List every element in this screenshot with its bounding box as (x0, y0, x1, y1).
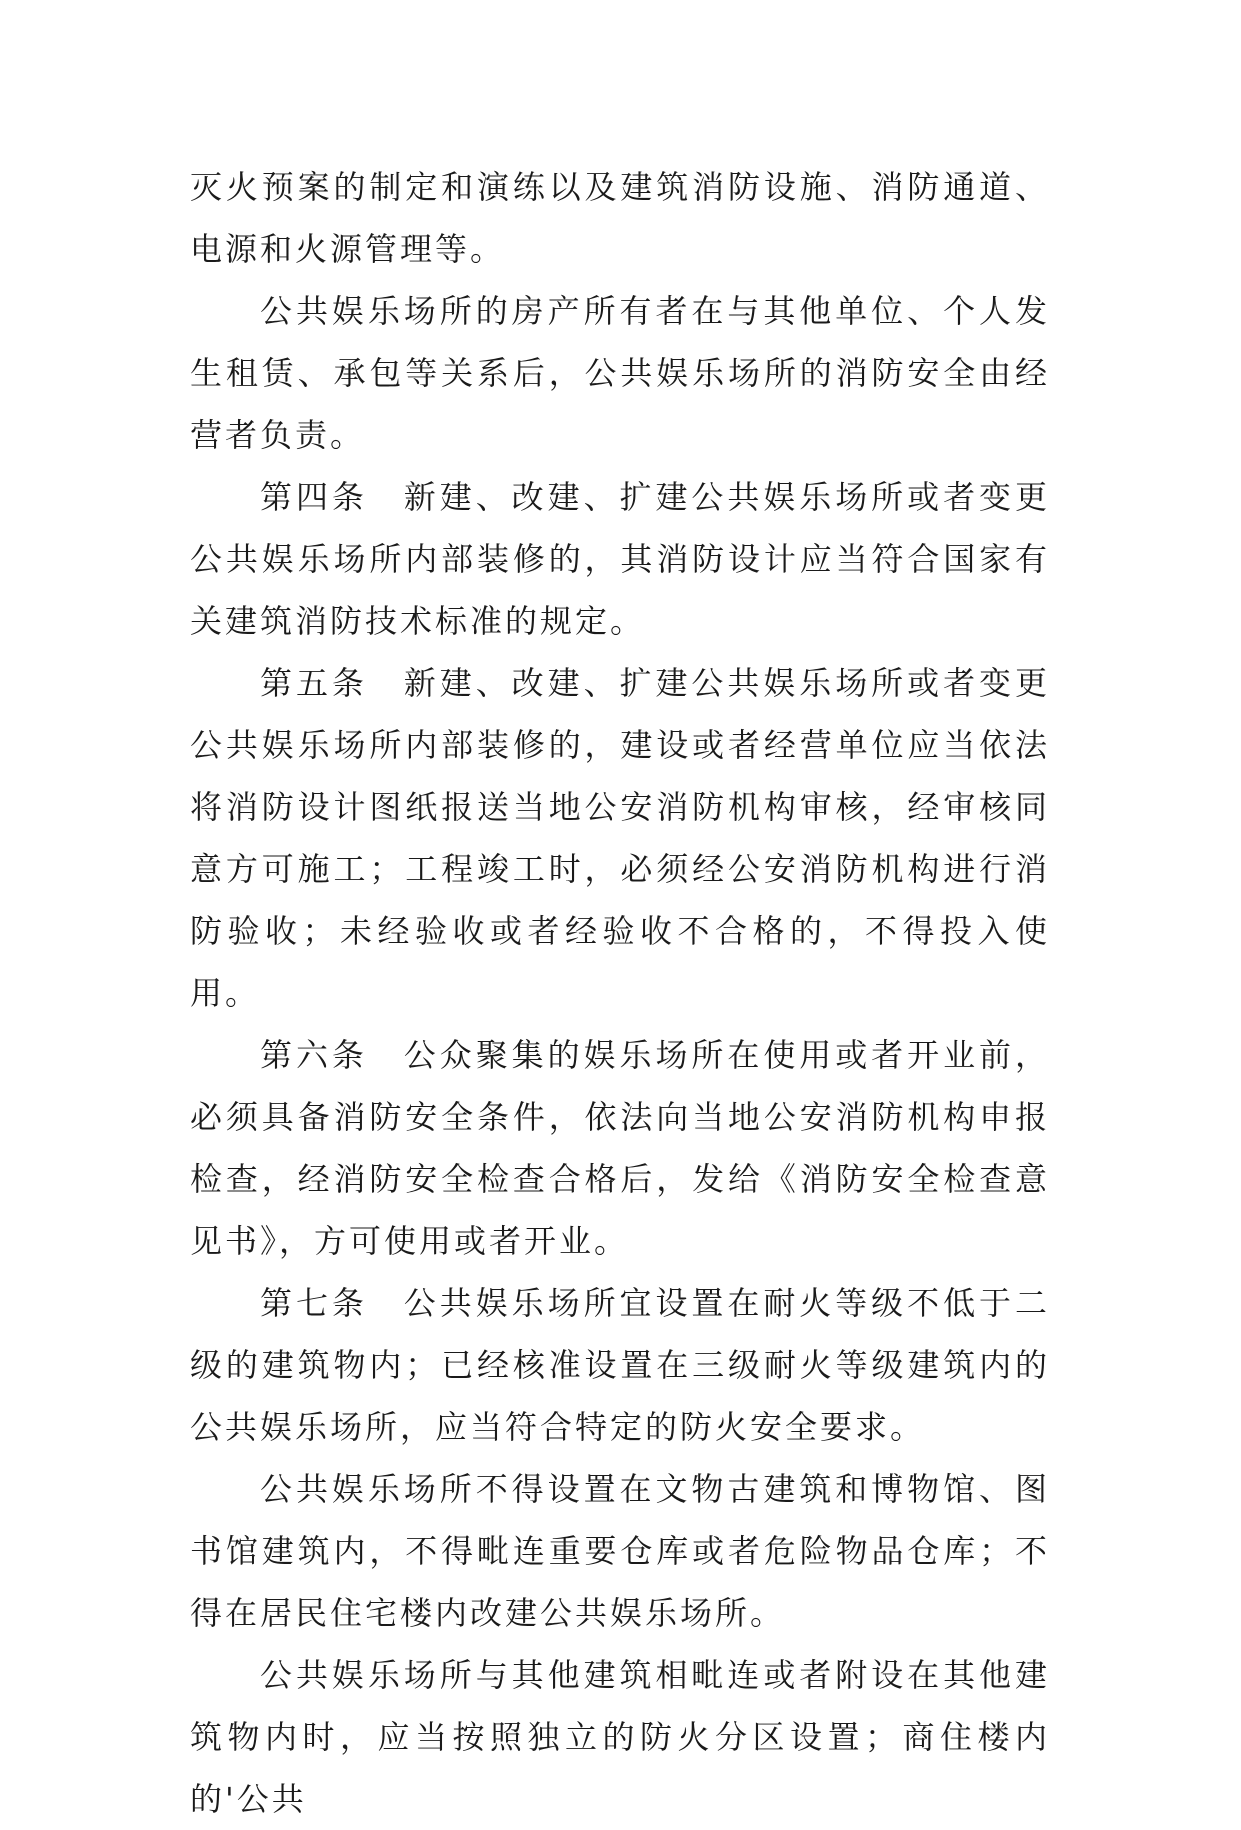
paragraph-article-4: 第四条 新建、改建、扩建公共娱乐场所或者变更公共娱乐场所内部装修的，其消防设计应当符合国家有关建筑消防技术标准的规定。 (190, 478, 1050, 640)
paragraph-article-7: 第七条 公共娱乐场所宜设置在耐火等级不低于二级的建筑物内；已经核准设置在三级耐火等级建筑内的公共娱乐场所，应当符合特定的防火安全要求。 (190, 1284, 1050, 1446)
paragraph-article-6: 第六条 公众聚集的娱乐场所在使用或者开业前，必须具备消防安全条件，依法向当地公安消防机构申报检查，经消防安全检查合格后，发给《消防安全检查意见书》，方可使用或者开业。 (190, 1036, 1050, 1260)
paragraph-fire-zone: 公共娱乐场所与其他建筑相毗连或者附设在其他建筑物内时，应当按照独立的防火分区设置；商住楼内的'公共 (190, 1656, 1050, 1818)
paragraph-prohibited-locations: 公共娱乐场所不得设置在文物古建筑和博物馆、图书馆建筑内，不得毗连重要仓库或者危险物品仓库；不得在居民住宅楼内改建公共娱乐场所。 (190, 1470, 1050, 1632)
paragraph-article-5: 第五条 新建、改建、扩建公共娱乐场所或者变更公共娱乐场所内部装修的，建设或者经营单位应当依法将消防设计图纸报送当地公安消防机构审核，经审核同意方可施工；工程竣工时，必须经公安消防机构进行消防验收；未经验收或者经验收不合格的，不得投入使用。 (190, 664, 1050, 1012)
paragraph-continuation: 灭火预案的制定和演练以及建筑消防设施、消防通道、电源和火源管理等。 (190, 168, 1050, 268)
document-body (190, 156, 1050, 1830)
paragraph-lease-responsibility: 公共娱乐场所的房产所有者在与其他单位、个人发生租赁、承包等关系后，公共娱乐场所的消防安全由经营者负责。 (190, 292, 1050, 454)
